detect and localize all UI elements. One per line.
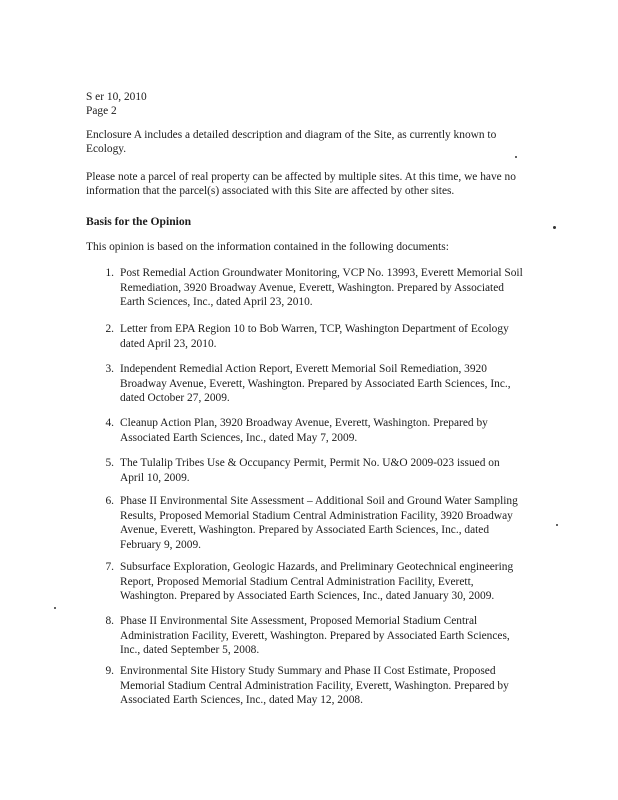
list-item-number: 2. — [105, 323, 114, 335]
section-intro: This opinion is based on the information contained in the following documents: — [86, 241, 449, 253]
list-item-number: 1. — [105, 267, 114, 279]
list-item-text: Phase II Environmental Site Assessment, Proposed Memorial Stadium Central Administration Facility, Everett, Washington. Prepared by Associated Earth Sciences, Inc., dated September 5, 2008. — [120, 615, 510, 657]
scan-speck — [556, 524, 558, 526]
list-item-text: Cleanup Action Plan, 3920 Broadway Avenue, Everett, Washington. Prepared by Associated Earth Sciences, Inc., dated May 7, 2009. — [120, 417, 488, 444]
list-item-number: 3. — [105, 363, 114, 375]
list-item-number: 7. — [105, 561, 114, 573]
section-heading: Basis for the Opinion — [86, 215, 192, 228]
list-item-text: Letter from EPA Region 10 to Bob Warren, TCP, Washington Department of Ecology dated April 23, 2010. — [120, 323, 509, 350]
scan-speck — [553, 226, 556, 229]
scan-speck — [515, 156, 517, 158]
paragraph-enclosure: Enclosure A includes a detailed description and diagram of the Site, as currently known to Ecology. — [86, 129, 497, 156]
list-item-text: The Tulalip Tribes Use & Occupancy Permit, Permit No. U&O 2009-023 issued on April 10, 2009. — [120, 457, 500, 484]
page-number: Page 2 — [86, 105, 117, 117]
date-line: S er 10, 2010 — [86, 91, 147, 103]
list-item-number: 9. — [105, 665, 114, 677]
list-item-number: 8. — [105, 615, 114, 627]
list-item-text: Environmental Site History Study Summary and Phase II Cost Estimate, Proposed Memorial Stadium Central Administration Facility, Everett, Washington. Prepared by Associated Earth Sciences, Inc., dated May 12, 2008. — [120, 665, 509, 707]
scan-speck — [54, 607, 56, 609]
list-item-text: Post Remedial Action Groundwater Monitoring, VCP No. 13993, Everett Memorial Soil Remediation, 3920 Broadway Avenue, Everett, Washington. Prepared by Associated Earth Sciences, Inc., dated April 23, 2010. — [120, 267, 523, 309]
list-item-text: Phase II Environmental Site Assessment – Additional Soil and Ground Water Sampling Results, Proposed Memorial Stadium Central Administration Facility, 3920 Broadway Avenue, Everett, Washington. Prepared by Associated Earth Sciences, Inc., dated February 9, 2009. — [120, 495, 518, 551]
list-item-text: Independent Remedial Action Report, Everett Memorial Soil Remediation, 3920 Broadway Avenue, Everett, Washington. Prepared by Associated Earth Sciences, Inc., dated October 27, 2009. — [120, 363, 511, 405]
list-item-number: 4. — [105, 417, 114, 429]
paragraph-parcel-note: Please note a parcel of real property can be affected by multiple sites. At this time, we have no information that the parcel(s) associated with this Site are affected by other sites. — [86, 171, 516, 198]
list-item-number: 5. — [105, 457, 114, 469]
list-item-text: Subsurface Exploration, Geologic Hazards, and Preliminary Geotechnical engineering Report, Proposed Memorial Stadium Central Administration Facility, Everett, Washington. Prepared by Associated Earth Sciences, Inc., dated January 30, 2009. — [120, 561, 514, 603]
list-item-number: 6. — [105, 495, 114, 507]
